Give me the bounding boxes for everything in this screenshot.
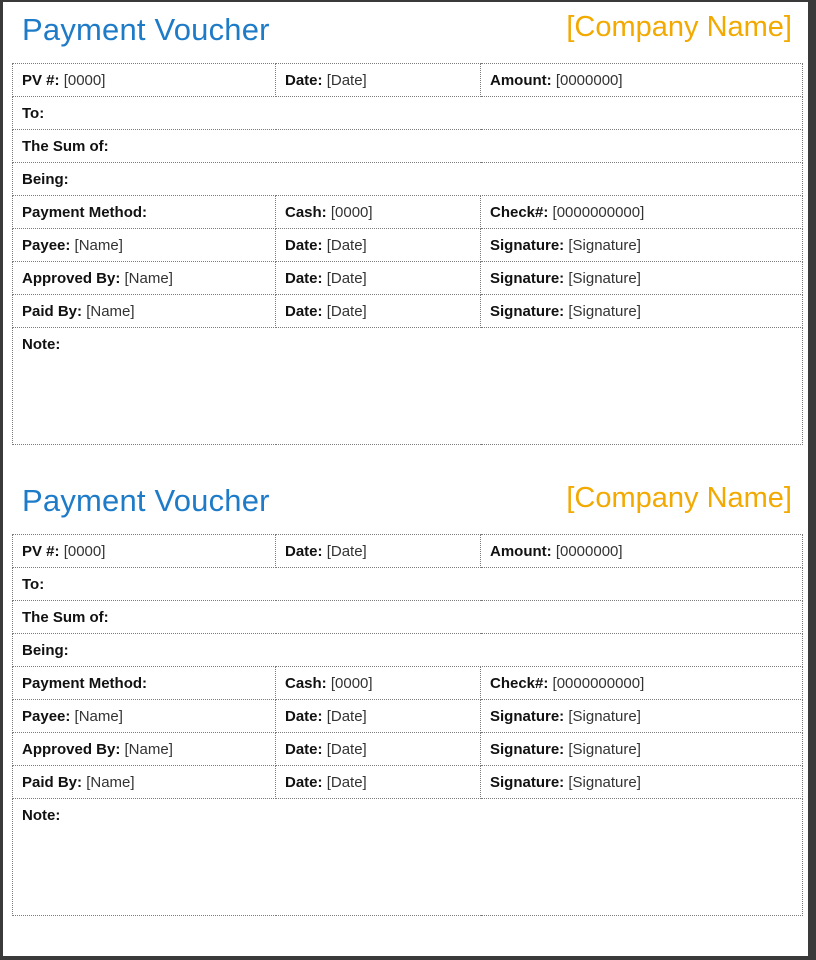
- to-label: To:: [22, 575, 45, 593]
- payment-method-cell: [13, 667, 276, 700]
- date-value: [Date]: [326, 773, 367, 791]
- pv-number-field[interactable]: [13, 64, 276, 97]
- table-row-to: [13, 568, 803, 601]
- signature-label: Signature:: [490, 707, 565, 725]
- check-field[interactable]: [481, 196, 803, 229]
- date-label: Date:: [285, 740, 323, 758]
- table-row-payment-method: [13, 667, 803, 700]
- paid-signature-field[interactable]: [481, 295, 803, 328]
- table-row-header: [13, 535, 803, 568]
- date-label: Date:: [285, 773, 323, 791]
- to-field[interactable]: [13, 97, 803, 130]
- table-row-approved-by: [13, 262, 803, 295]
- date-value: [Date]: [326, 302, 367, 320]
- approved-by-field[interactable]: [13, 733, 276, 766]
- note-field[interactable]: [13, 799, 803, 916]
- being-field[interactable]: [13, 163, 803, 196]
- voucher-title: Payment Voucher: [22, 483, 270, 518]
- to-label: To:: [22, 104, 45, 122]
- date-value: [Date]: [326, 269, 367, 287]
- table-row-approved-by: [13, 733, 803, 766]
- date-label: Date:: [285, 707, 323, 725]
- table-row-payment-method: [13, 196, 803, 229]
- signature-label: Signature:: [490, 773, 565, 791]
- amount-label: Amount:: [490, 542, 552, 560]
- company-name[interactable]: [Company Name]: [566, 11, 792, 43]
- date-value: [Date]: [326, 740, 367, 758]
- date-label: Date:: [285, 542, 323, 560]
- sum-label: The Sum of:: [22, 608, 109, 626]
- note-field[interactable]: [13, 328, 803, 445]
- note-label: Note:: [22, 807, 61, 824]
- cash-label: Cash:: [285, 203, 327, 221]
- approved-by-name: [Name]: [124, 740, 173, 758]
- approved-by-name: [Name]: [124, 269, 173, 287]
- check-value: [0000000000]: [552, 674, 645, 692]
- paid-signature-field[interactable]: [481, 766, 803, 799]
- pv-value: [0000]: [63, 542, 106, 560]
- table-row-paid-by: [13, 766, 803, 799]
- table-row-note: [13, 799, 803, 916]
- table-row-to: [13, 97, 803, 130]
- signature-label: Signature:: [490, 302, 565, 320]
- date-value: [Date]: [326, 236, 367, 254]
- payee-name: [Name]: [74, 236, 123, 254]
- sum-label: The Sum of:: [22, 137, 109, 155]
- date-value: [Date]: [326, 71, 367, 89]
- table-row-sum: [13, 601, 803, 634]
- signature-value: [Signature]: [568, 269, 641, 287]
- approved-signature-field[interactable]: [481, 733, 803, 766]
- note-label: Note:: [22, 336, 61, 353]
- table-row-paid-by: [13, 295, 803, 328]
- payee-label: Payee:: [22, 707, 71, 725]
- approved-by-label: Approved By:: [22, 269, 121, 287]
- table-row-being: [13, 163, 803, 196]
- being-field[interactable]: [13, 634, 803, 667]
- signature-label: Signature:: [490, 236, 565, 254]
- company-name[interactable]: [Company Name]: [566, 482, 792, 514]
- cash-value: [0000]: [330, 674, 373, 692]
- approved-date-field[interactable]: [276, 262, 481, 295]
- table-row-payee: [13, 229, 803, 262]
- approved-signature-field[interactable]: [481, 262, 803, 295]
- check-label: Check#:: [490, 674, 549, 692]
- paid-date-field[interactable]: [276, 295, 481, 328]
- date-field[interactable]: [276, 64, 481, 97]
- table-row-sum: [13, 130, 803, 163]
- approved-by-field[interactable]: [13, 262, 276, 295]
- payment-method-label: Payment Method:: [22, 203, 148, 221]
- table-row-being: [13, 634, 803, 667]
- being-label: Being:: [22, 170, 69, 188]
- voucher-form-table: [12, 63, 803, 445]
- date-value: [Date]: [326, 707, 367, 725]
- table-row-header: [13, 64, 803, 97]
- signature-value: [Signature]: [568, 707, 641, 725]
- amount-field[interactable]: [481, 535, 803, 568]
- check-label: Check#:: [490, 203, 549, 221]
- pv-label: PV #:: [22, 542, 60, 560]
- payee-signature-field[interactable]: [481, 229, 803, 262]
- table-row-note: [13, 328, 803, 445]
- amount-value: [0000000]: [555, 71, 623, 89]
- to-field[interactable]: [13, 568, 803, 601]
- check-field[interactable]: [481, 667, 803, 700]
- paid-by-name: [Name]: [86, 773, 135, 791]
- check-value: [0000000000]: [552, 203, 645, 221]
- sum-field[interactable]: [13, 130, 803, 163]
- date-value: [Date]: [326, 542, 367, 560]
- signature-label: Signature:: [490, 269, 565, 287]
- payee-label: Payee:: [22, 236, 71, 254]
- paid-by-field[interactable]: [13, 295, 276, 328]
- payment-method-label: Payment Method:: [22, 674, 148, 692]
- payment-method-cell: [13, 196, 276, 229]
- paid-by-label: Paid By:: [22, 773, 83, 791]
- payee-field[interactable]: [13, 229, 276, 262]
- date-label: Date:: [285, 71, 323, 89]
- date-field[interactable]: [276, 535, 481, 568]
- amount-field[interactable]: [481, 64, 803, 97]
- date-label: Date:: [285, 302, 323, 320]
- payee-name: [Name]: [74, 707, 123, 725]
- voucher-title: Payment Voucher: [22, 12, 270, 47]
- pv-value: [0000]: [63, 71, 106, 89]
- paid-by-name: [Name]: [86, 302, 135, 320]
- pv-number-field[interactable]: [13, 535, 276, 568]
- payee-field[interactable]: [13, 700, 276, 733]
- payee-date-field[interactable]: [276, 229, 481, 262]
- amount-label: Amount:: [490, 71, 552, 89]
- cash-label: Cash:: [285, 674, 327, 692]
- signature-value: [Signature]: [568, 236, 641, 254]
- signature-label: Signature:: [490, 740, 565, 758]
- signature-value: [Signature]: [568, 773, 641, 791]
- paid-by-field[interactable]: [13, 766, 276, 799]
- signature-value: [Signature]: [568, 302, 641, 320]
- paid-by-label: Paid By:: [22, 302, 83, 320]
- date-label: Date:: [285, 269, 323, 287]
- cash-field[interactable]: [276, 196, 481, 229]
- payee-date-field[interactable]: [276, 700, 481, 733]
- approved-by-label: Approved By:: [22, 740, 121, 758]
- approved-date-field[interactable]: [276, 733, 481, 766]
- being-label: Being:: [22, 641, 69, 659]
- date-label: Date:: [285, 236, 323, 254]
- amount-value: [0000000]: [555, 542, 623, 560]
- signature-value: [Signature]: [568, 740, 641, 758]
- cash-field[interactable]: [276, 667, 481, 700]
- sum-field[interactable]: [13, 601, 803, 634]
- table-row-payee: [13, 700, 803, 733]
- payee-signature-field[interactable]: [481, 700, 803, 733]
- pv-label: PV #:: [22, 71, 60, 89]
- paid-date-field[interactable]: [276, 766, 481, 799]
- cash-value: [0000]: [330, 203, 373, 221]
- voucher-form-table: [12, 534, 803, 916]
- document-page: [3, 2, 808, 956]
